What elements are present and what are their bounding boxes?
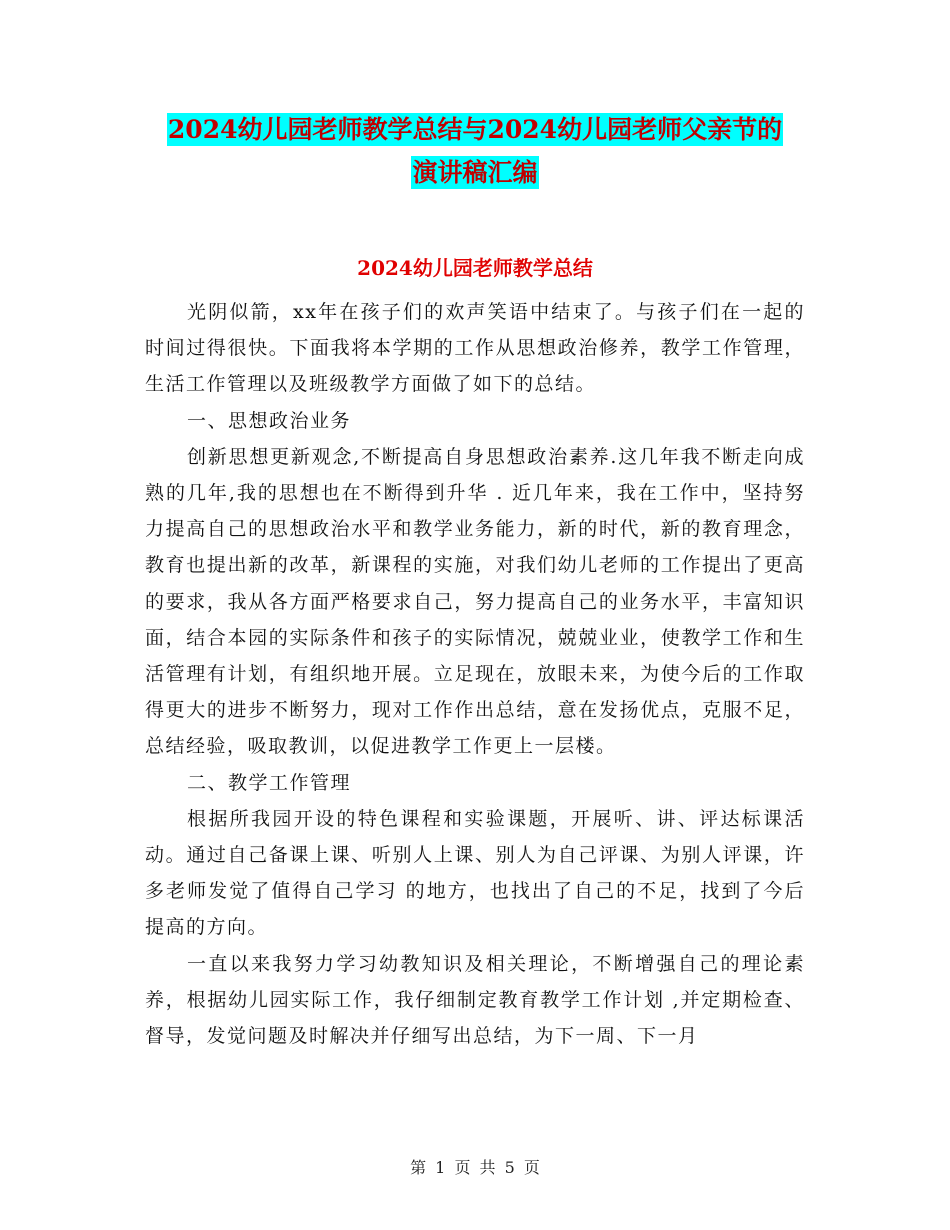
section-heading: 2024幼儿园老师教学总结 (357, 256, 593, 280)
document-title-line-1: 2024幼儿园老师教学总结与2024幼儿园老师父亲节的 (167, 115, 783, 144)
document-title (0, 113, 950, 147)
paragraph-political: 创新思想更新观念,不断提高自身思想政治素养.这几年我不断走向成熟的几年,我的思想也在不断得到升华 . 近几年来，我在工作中，坚持努力提高自己的思想政治水平和教学业务能力，新的时代，新的教育理念，教育也提出新的改革，新课程的实施，对我们幼儿老师的工作提出了更高的要求，我从各方面严格要求自己，努力提高自己的业务水平，丰富知识面，结合本园的实际条件和孩子的实际情况，兢兢业业，使教学工作和生活管理有计划，有组织地开展。立足现在，放眼未来，为使今后的工作取得更大的进步不断努力，现对工作作出总结，意在发扬优点，克服不足，总结经验，吸取教训，以促进教学工作更上一层楼。 (145, 445, 805, 758)
document-title-line-2: 演讲稿汇编 (412, 158, 538, 187)
paragraph-teaching: 根据所我园开设的特色课程和实验课题，开展听、讲、评达标课活动。通过自己备课上课、听别人上课、别人为自己评课、为别人评课，许多老师发觉了值得自己学习 的地方，也找出了自己的不足，找到了今后提高的方向。 (145, 807, 805, 939)
subheading-teaching: 二、教学工作管理 (187, 771, 352, 794)
paragraph-study: 一直以来我努力学习幼教知识及相关理论，不断增强自己的理论素养，根据幼儿园实际工作，我仔细制定教育教学工作计划 ,并定期检查、督导，发觉问题及时解决并仔细写出总结，为下一周、下一月 (145, 952, 805, 1048)
subheading-political: 一、思想政治业务 (187, 409, 352, 432)
document-body (145, 294, 805, 1054)
paragraph-intro: 光阴似箭，xx年在孩子们的欢声笑语中结束了。与孩子们在一起的时间过得很快。下面我将本学期的工作从思想政治修养，教学工作管理，生活工作管理以及班级教学方面做了如下的总结。 (145, 301, 805, 396)
document-title-continued (0, 156, 950, 190)
page-footer: 第 1 页 共 5 页 (410, 1158, 540, 1177)
